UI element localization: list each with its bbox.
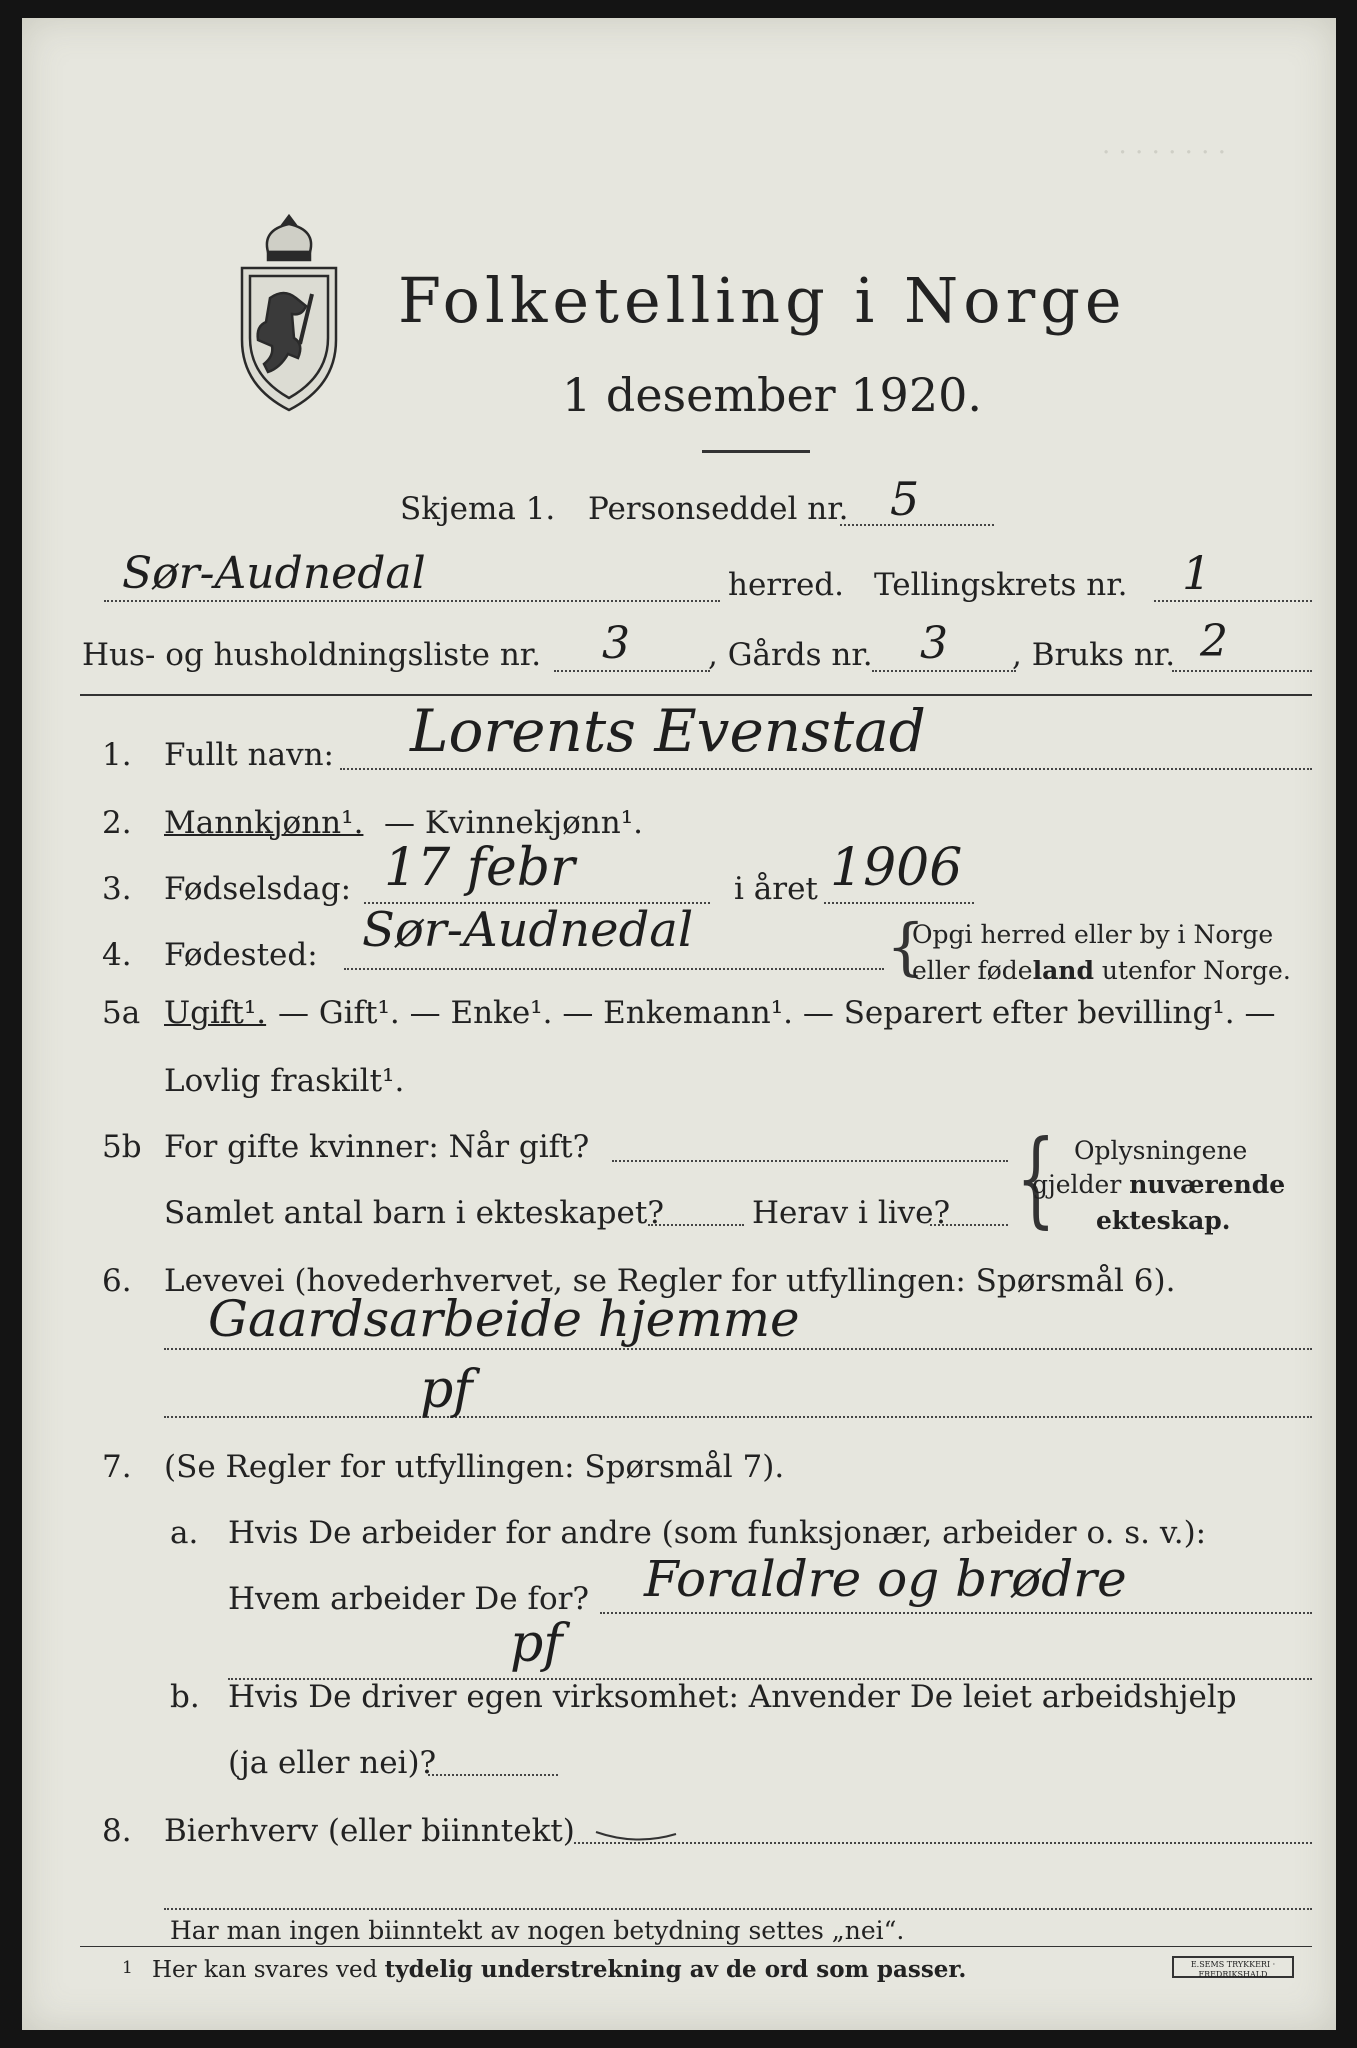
q7b-letter: b. — [170, 1679, 200, 1715]
q4-label: Fødested: — [164, 937, 318, 973]
q5b-note-2: gjelder nuværende — [1032, 1170, 1286, 1199]
q1-number: 1. — [102, 737, 132, 773]
q5b-note-3: ekteskap. — [1096, 1206, 1231, 1235]
q3-label: Fødselsdag: — [164, 871, 352, 907]
q7-number: 7. — [102, 1449, 132, 1485]
status-ugift-option[interactable]: Ugift¹. — [164, 995, 267, 1031]
q5b-note-1: Oplysningene — [1074, 1136, 1248, 1165]
personseddel-label: Personseddel nr. — [588, 491, 849, 527]
q3-year-label: i året — [734, 871, 818, 907]
tellingskrets-label: Tellingskrets nr. — [874, 567, 1128, 603]
census-date: 1 desember 1920. — [562, 368, 982, 422]
q6-number: 6. — [102, 1263, 132, 1299]
q7-label: (Se Regler for utfyllingen: Spørsmål 7). — [164, 1449, 785, 1485]
q4-brace: { — [886, 910, 926, 983]
q5b-brace: { — [1016, 1117, 1056, 1239]
header-rule — [80, 694, 1312, 696]
gards-value[interactable]: 3 — [920, 618, 948, 669]
herred-value[interactable]: Sør-Audnedal — [122, 548, 426, 599]
q5b-label-alive: Herav i live? — [752, 1195, 951, 1231]
q7b-text: Hvis De driver egen virksomhet: Anvender De leiet arbeidshjelp — [228, 1679, 1237, 1715]
occupation-value[interactable]: Gaardsarbeide hjemme — [208, 1290, 800, 1348]
q2-number: 2. — [102, 805, 132, 841]
bleed-through-text: · · · · · · · · — [1102, 138, 1226, 168]
gender-female-option[interactable]: — Kvinnekjønn¹. — [384, 805, 643, 841]
q5b-number: 5b — [102, 1129, 142, 1165]
status-other-options[interactable]: — Gift¹. — Enke¹. — Enkemann¹. — Separert efter bevilling¹. — — [278, 995, 1276, 1031]
q4-number: 4. — [102, 937, 132, 973]
status-fraskilt-option[interactable]: Lovlig fraskilt¹. — [164, 1063, 405, 1099]
pen-stroke-mark — [592, 1818, 682, 1848]
q7a-text: Hvis De arbeider for andre (som funksjonær, arbeider o. s. v.): — [228, 1515, 1207, 1551]
page-title: Folketelling i Norge — [398, 264, 1127, 337]
birth-year-value[interactable]: 1906 — [830, 838, 963, 898]
q8-label: Bierhverv (eller biinntekt) — [164, 1813, 575, 1849]
gender-male-option[interactable]: Mannkjønn¹. — [164, 805, 364, 841]
personseddel-value[interactable]: 5 — [890, 472, 920, 526]
footer-note: Har man ingen biinntekt av nogen betydning settes „nei“. — [170, 1916, 905, 1945]
full-name-value[interactable]: Lorents Evenstad — [410, 697, 926, 765]
q4-note-1: Opgi herred eller by i Norge — [912, 920, 1274, 949]
q7b-question: (ja eller nei)? — [228, 1745, 437, 1781]
title-divider — [702, 450, 810, 453]
hus-label: Hus- og husholdningsliste nr. — [82, 637, 542, 673]
footer-rule — [80, 1946, 1312, 1947]
schema-label: Skjema 1. — [400, 491, 556, 527]
q7a-letter: a. — [170, 1515, 199, 1551]
tellingskrets-value[interactable]: 1 — [1182, 546, 1212, 600]
footnote-text: Her kan svares ved tydelig understrekning av de ord som passer. — [152, 1956, 967, 1983]
q5a-number: 5a — [102, 995, 141, 1031]
census-form-page — [22, 18, 1336, 2030]
q1-label: Fullt navn: — [164, 737, 334, 773]
herred-label: herred. — [728, 567, 844, 603]
hus-value[interactable]: 3 — [602, 618, 630, 669]
employer-code-mark: pf — [510, 1614, 563, 1674]
q3-number: 3. — [102, 871, 132, 907]
birthday-value[interactable]: 17 febr — [384, 838, 575, 898]
bruks-label: , Bruks nr. — [1012, 637, 1176, 673]
footnote-number: 1 — [122, 1958, 133, 1978]
q4-note-2: eller fødeland utenfor Norge. — [912, 956, 1291, 985]
printer-mark: E.SEMS TRYKKERI · FREDRIKSHALD — [1172, 1956, 1294, 1978]
gards-label: , Gårds nr. — [708, 637, 873, 673]
employer-value[interactable]: Foraldre og brødre — [644, 1550, 1127, 1608]
bruks-value[interactable]: 2 — [1200, 616, 1228, 667]
q8-number: 8. — [102, 1813, 132, 1849]
birthplace-value[interactable]: Sør-Audnedal — [362, 902, 694, 958]
q5b-label-married: For gifte kvinner: Når gift? — [164, 1129, 590, 1165]
q5b-label-children: Samlet antal barn i ekteskapet? — [164, 1195, 664, 1231]
occupation-code-mark: pf — [420, 1360, 473, 1420]
q6-label: Levevei (hovederhvervet, se Regler for utfyllingen: Spørsmål 6). — [164, 1263, 1176, 1299]
norway-coat-of-arms-icon — [230, 206, 348, 418]
q7a-question: Hvem arbeider De for? — [228, 1581, 590, 1617]
